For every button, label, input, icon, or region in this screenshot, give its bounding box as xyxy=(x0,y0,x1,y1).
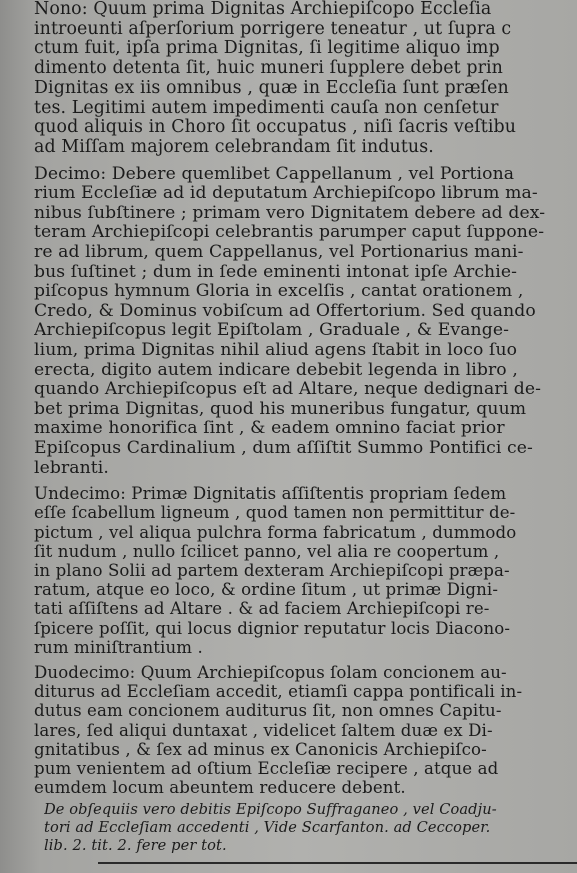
text-line: Credo, & Dominus vobiſcum ad Offertorium. Sed quando xyxy=(34,301,536,321)
text-line: re ad librum, quem Cappellanus, vel Portionarius mani- xyxy=(34,243,524,262)
text-line: Nono: Quum prima Dignitas Archiepiſcopo Eccleſia xyxy=(34,0,492,19)
text-line: dimento detenta ſit, huic muneri ſupplere debet prin xyxy=(34,59,503,79)
text-line: in plano Solii ad partem dexteram Archiepiſcopi præpa- xyxy=(34,560,510,580)
footnote-line: De obſequiis vero debitis Epiſcopo Suffraganeo , vel Coadju- xyxy=(44,801,497,819)
text-line: Archiepiſcopus legit Epiſtolam , Graduale , & Evange- xyxy=(34,321,510,341)
text-line: teram Archiepiſcopi celebrantis parumper caput ſuppone- xyxy=(34,223,545,243)
text-line: eſſe ſcabellum ligneum , quod tamen non permittitur de- xyxy=(34,503,516,523)
text-line: quod aliquis in Choro ſit occupatus , niſi ſacris veſtibu xyxy=(34,118,517,138)
text-line: bet prima Dignitas, quod his muneribus fungatur, quum xyxy=(34,399,527,419)
text-line: maxime honorifica ſint , & eadem omnino faciat prior xyxy=(34,419,505,439)
text-line: tes. Legitimi autem impedimenti cauſa non cenſetur xyxy=(34,98,499,118)
footnote-line: lib. 2. tit. 2. fere per tot. xyxy=(44,836,227,854)
text-line: rum miniſtrantium . xyxy=(34,637,203,657)
paragraph-undecimo xyxy=(34,484,573,657)
text-line: diturus ad Eccleſiam accedit, etiamſi cappa pontificali in- xyxy=(34,682,523,702)
text-line: lebranti. xyxy=(34,458,109,478)
text-line: erecta, digito autem indicare debebit legenda in libro , xyxy=(34,360,518,380)
text-line: ſpicere poſſit, qui locus dignior reputatur locis Diacono- xyxy=(34,618,511,638)
text-line: ad Miſſam majorem celebrandam ſit indutus. xyxy=(34,137,434,157)
text-line: bus ſuſtinet ; dum in ſede eminenti intonat ipſe Archie- xyxy=(34,262,517,282)
text-line: lium, prima Dignitas nihil aliud agens ſtabit in loco ſuo xyxy=(34,340,518,360)
text-line: gnitatibus , & ſex ad minus ex Canonicis Archiepiſco- xyxy=(34,739,487,759)
paragraph-nono xyxy=(34,0,573,158)
text-line: quando Archiepiſcopus eſt ad Altare, neque dedignari de- xyxy=(34,380,542,400)
text-line: ſit nudum , nullo ſcilicet panno, vel alia re coopertum , xyxy=(34,541,500,561)
text-line: lares, ſed aliqui duntaxat , videlicet ſaltem duæ ex Di- xyxy=(34,720,493,740)
footnote xyxy=(34,801,573,854)
paragraph-duodecimo xyxy=(34,663,573,797)
text-line: Epiſcopus Cardinalium , dum aſſiſtit Summo Pontifici ce- xyxy=(34,438,533,458)
text-line: rium Eccleſiæ ad id deputatum Archiepiſcopo librum ma- xyxy=(34,184,538,204)
text-line: introeunti aſperſorium porrigere teneatur , ut ſupra c xyxy=(34,19,512,39)
text-line: dutus eam concionem auditurus ſit, non omnes Capitu- xyxy=(34,701,502,721)
text-line: piſcopus hymnum Gloria in excelſis , cantat orationem , xyxy=(34,282,524,302)
paragraph-decimo xyxy=(34,165,573,479)
text-line: pum venientem ad oſtium Eccleſiæ recipere , atque ad xyxy=(34,758,499,778)
text-line: Duodecimo: Quum Archiepiſcopus ſolam concionem au- xyxy=(34,662,507,682)
text-line: ctum fuit, ipſa prima Dignitas, ſi legitime aliquo imp xyxy=(34,39,500,59)
text-line: eumdem locum abeuntem reducere debent. xyxy=(34,778,406,798)
text-line: Undecimo: Primæ Dignitatis aſſiſtentis propriam ſedem xyxy=(34,484,507,504)
bottom-rule xyxy=(98,862,577,864)
footnote-line: tori ad Eccleſiam accedenti , Vide Scarfanton. ad Ceccoper. xyxy=(44,819,491,837)
text-line: tati aſſiſtens ad Altare . & ad faciem Archiepiſcopi re- xyxy=(34,599,490,619)
text-line: ratum, atque eo loco, & ordine ſitum , ut primæ Digni- xyxy=(34,580,499,600)
text-line: Decimo: Debere quemlibet Cappellanum , vel Portiona xyxy=(34,164,515,184)
text-line: nibus ſubſtinere ; primam vero Dignitatem debere ad dex- xyxy=(34,203,546,223)
text-line: pictum , vel aliqua pulchra forma fabricatum , dummodo xyxy=(34,522,517,542)
text-column xyxy=(34,0,573,855)
text-line: Dignitas ex iis omnibus , quæ in Eccleſia ſunt præſen xyxy=(34,78,509,98)
